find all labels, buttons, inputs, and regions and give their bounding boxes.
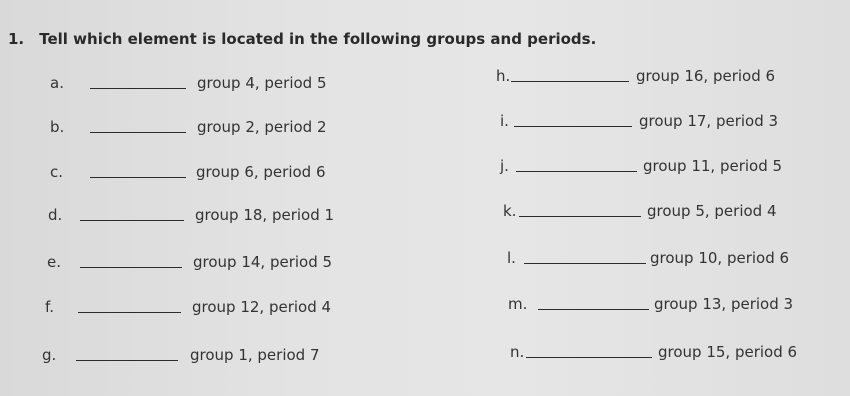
question-text: Tell which element is located in the following groups and periods. xyxy=(39,30,597,48)
answer-blank[interactable] xyxy=(90,132,186,133)
item-text: group 16, period 6 xyxy=(636,67,776,85)
item-text: group 5, period 4 xyxy=(647,202,777,220)
answer-blank[interactable] xyxy=(76,360,178,361)
item-text: group 13, period 3 xyxy=(654,295,794,313)
item-letter: i. xyxy=(500,112,509,130)
item-text: group 14, period 5 xyxy=(193,253,333,271)
item-letter: e. xyxy=(47,253,61,271)
item-letter: l. xyxy=(507,249,516,267)
item-letter: h. xyxy=(496,67,511,85)
item-text: group 10, period 6 xyxy=(650,249,790,267)
question-number: 1. xyxy=(8,30,25,48)
item-letter: b. xyxy=(50,118,65,136)
item-letter: d. xyxy=(48,206,63,224)
item-letter: j. xyxy=(500,157,509,175)
item-text: group 2, period 2 xyxy=(197,118,327,136)
item-letter: k. xyxy=(503,202,517,220)
answer-blank[interactable] xyxy=(538,309,649,310)
answer-blank[interactable] xyxy=(80,267,182,268)
item-text: group 18, period 1 xyxy=(195,206,335,224)
answer-blank[interactable] xyxy=(514,126,632,127)
item-letter: g. xyxy=(42,346,57,364)
answer-blank[interactable] xyxy=(524,263,646,264)
item-text: group 6, period 6 xyxy=(196,163,326,181)
item-text: group 4, period 5 xyxy=(197,74,327,92)
answer-blank[interactable] xyxy=(511,81,629,82)
answer-blank[interactable] xyxy=(516,171,637,172)
item-letter: c. xyxy=(50,163,64,181)
answer-blank[interactable] xyxy=(90,88,186,89)
answer-blank[interactable] xyxy=(526,357,652,358)
item-text: group 15, period 6 xyxy=(658,343,798,361)
item-text: group 11, period 5 xyxy=(643,157,783,175)
answer-blank[interactable] xyxy=(78,312,181,313)
item-text: group 1, period 7 xyxy=(190,346,320,364)
answer-blank[interactable] xyxy=(90,177,186,178)
item-text: group 12, period 4 xyxy=(192,298,332,316)
question-heading xyxy=(8,30,596,48)
item-letter: n. xyxy=(510,343,525,361)
answer-blank[interactable] xyxy=(80,220,184,221)
item-letter: a. xyxy=(50,74,64,92)
item-letter: m. xyxy=(508,295,528,313)
item-text: group 17, period 3 xyxy=(639,112,779,130)
item-letter: f. xyxy=(45,298,54,316)
answer-blank[interactable] xyxy=(519,216,641,217)
